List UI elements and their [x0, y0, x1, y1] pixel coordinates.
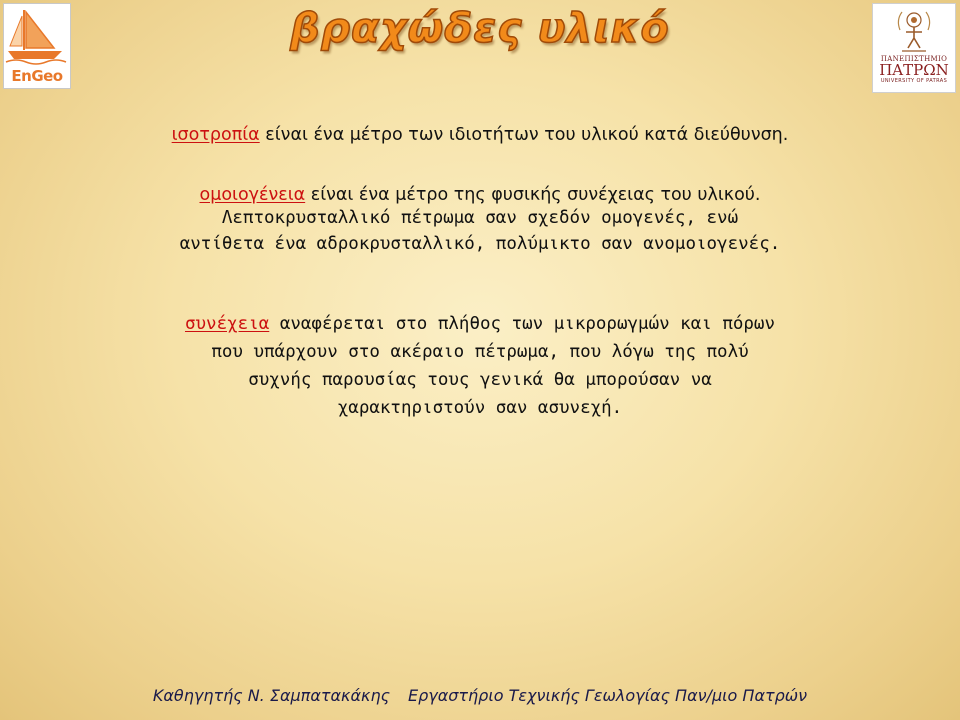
- homogeneity-term: ομοιογένεια: [199, 185, 306, 205]
- sailboat-icon: [4, 4, 70, 66]
- continuity-paragraph: [100, 310, 860, 422]
- continuity-text: αναφέρεται στο πλήθος των μικρορωγμών και πόρων: [269, 314, 776, 334]
- university-name-line2: ΠΑΤΡΩΝ: [879, 61, 949, 79]
- slide-title: βραχώδες υλικό: [290, 4, 670, 52]
- seal-icon: [894, 8, 934, 54]
- homogeneity-paragraph: [100, 185, 860, 257]
- continuity-term: συνέχεια: [184, 314, 270, 334]
- homogeneity-line-1: [100, 185, 860, 205]
- footer-professor: Καθηγητής Ν. Σαμπατακάκης: [152, 686, 390, 705]
- isotropy-term: ισοτροπία: [171, 125, 260, 145]
- continuity-line-4: χαρακτηριστούν σαν ασυνεχή.: [337, 398, 623, 418]
- homogeneity-line-3: αντίθετα ένα αδροκρυσταλλικό, πολύμικτο σαν ανομοιογενές.: [179, 234, 781, 254]
- engeo-logo-text: EnGeo: [11, 67, 63, 85]
- isotropy-text: είναι ένα μέτρο των ιδιοτήτων του υλικού κατά διεύθυνση.: [259, 125, 789, 145]
- engeo-logo: [3, 3, 71, 89]
- homogeneity-line-2: Λεπτοκρυσταλλικό πέτρωμα σαν σχεδόν ομογενές, ενώ: [221, 208, 739, 228]
- continuity-line-2: που υπάρχουν στο ακέραιο πέτρωμα, που λόγω της πολύ: [211, 342, 749, 362]
- footer-lab: Εργαστήριο Τεχνικής Γεωλογίας Παν/μιο Πατρών: [407, 686, 808, 705]
- university-name-line1: ΠΑΝΕΠΙΣΤΗΜΙΟ: [880, 55, 948, 63]
- university-logo: [872, 3, 956, 93]
- continuity-line-3: συχνής παρουσίας τους γενικά θα μπορούσαν να: [248, 370, 712, 390]
- homogeneity-text: είναι ένα μέτρο της φυσικής συνέχειας του υλικού.: [305, 185, 761, 205]
- university-name-line3: UNIVERSITY OF PATRAS: [880, 78, 948, 84]
- footer: [0, 686, 960, 705]
- isotropy-paragraph: [100, 125, 860, 145]
- continuity-line-1: [100, 310, 860, 338]
